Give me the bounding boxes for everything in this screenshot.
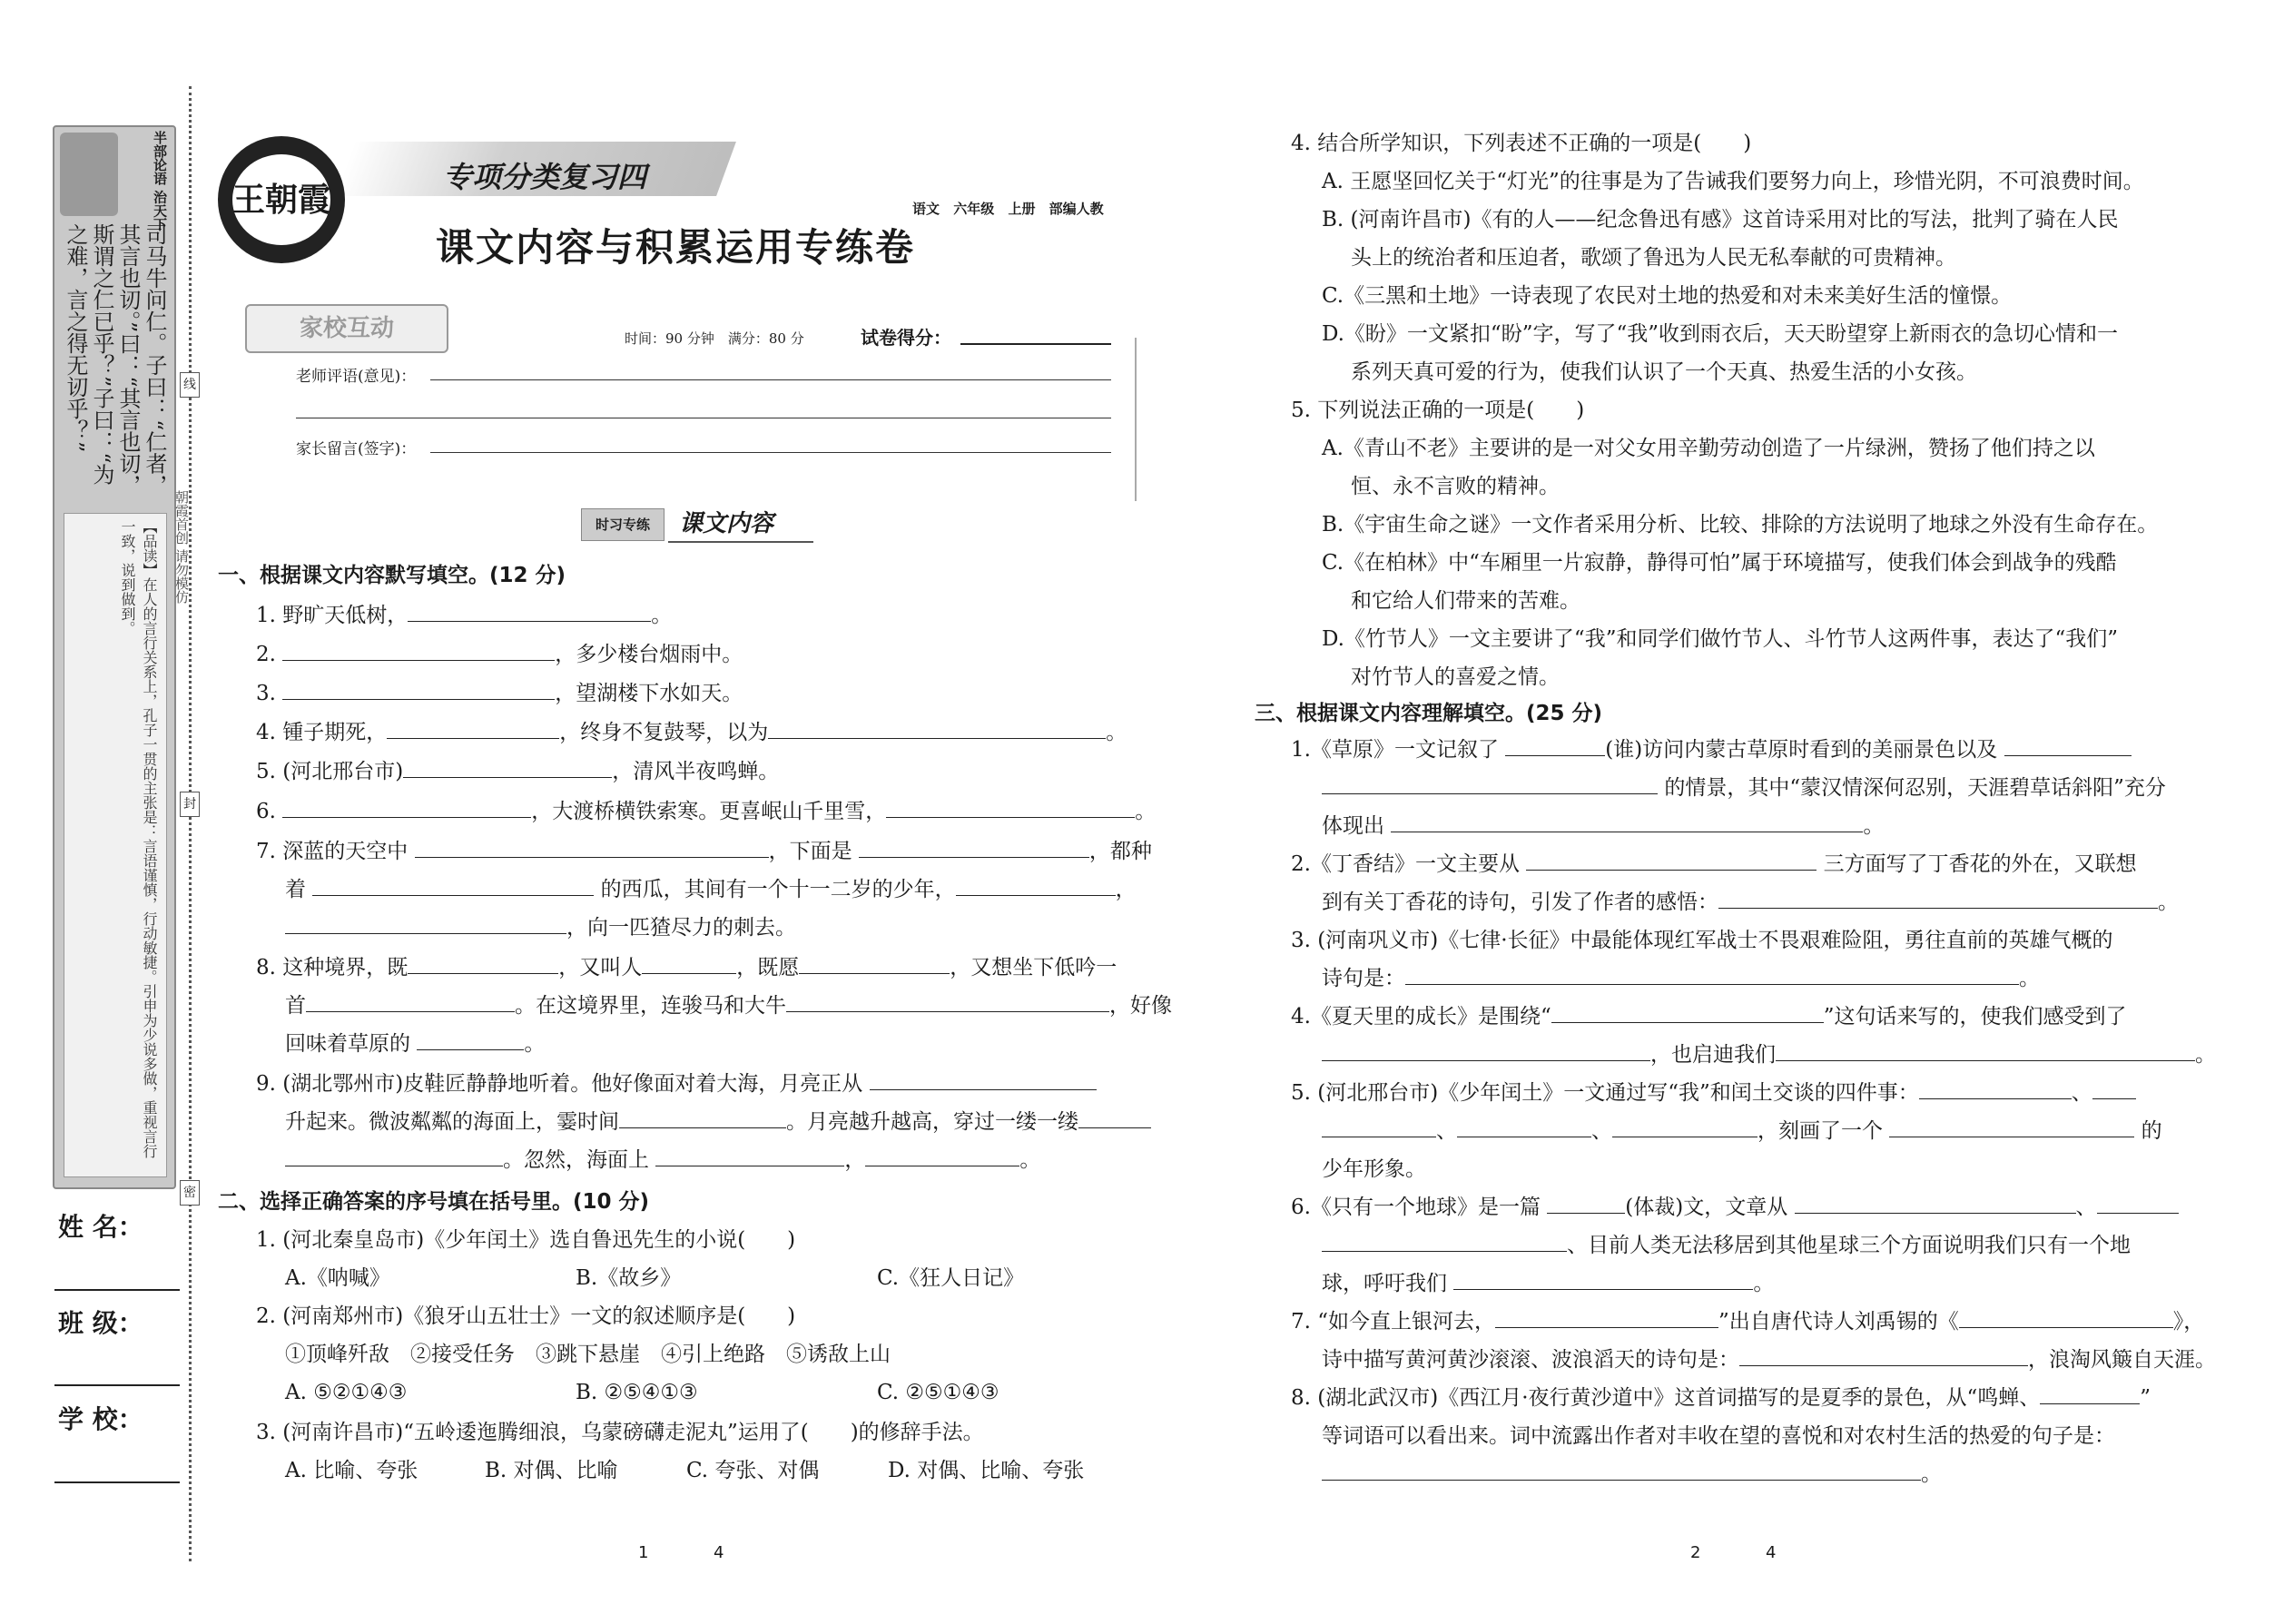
- option-2-4-a[interactable]: A. 王愿坚回忆关于“灯光”的往事是为了告诫我们要努力向上，珍惜光阴，不可浪费时间。: [1322, 170, 2144, 193]
- answer-blank[interactable]: [285, 915, 566, 934]
- question-3-8-cont: 等词语可以看出来。词中流露出作者对丰收在望的喜悦和对农村生活的热爱的句子是：: [1322, 1424, 2115, 1448]
- answer-blank[interactable]: [1547, 1195, 1625, 1214]
- question-1-3: 3. ，望湖楼下水如天。: [256, 682, 743, 705]
- answer-blank[interactable]: [282, 642, 555, 661]
- answer-blank[interactable]: [1405, 966, 2019, 985]
- answer-blank[interactable]: [1391, 813, 1863, 832]
- answer-blank[interactable]: [285, 1147, 503, 1166]
- option-2-1-a[interactable]: A.《呐喊》: [285, 1266, 390, 1290]
- school-field[interactable]: [54, 1481, 180, 1483]
- section-title: 课文内容: [679, 510, 774, 537]
- answer-blank[interactable]: [1322, 1042, 1650, 1061]
- answer-blank[interactable]: [956, 877, 1116, 896]
- pindu-text: 【品读】在人的言行关系上，孔子一贯的主张是：言语谨慎，行动敏捷。引申为少说多做，重视言行一致，说到做到。: [119, 519, 158, 1158]
- question-3-8-end: 。: [1322, 1462, 1942, 1487]
- answer-blank[interactable]: [619, 1109, 786, 1128]
- question-3-2-cont: 到有关丁香花的诗句，引发了作者的感悟： 。: [1322, 891, 2179, 914]
- option-2-3-d[interactable]: D. 对偶、比喻、夸张: [888, 1459, 1085, 1482]
- answer-blank[interactable]: [2004, 737, 2132, 756]
- option-2-3-c[interactable]: C. 夸张、对偶: [686, 1459, 820, 1482]
- section-3-heading: 三、根据课文内容理解填空。(25 分): [1255, 702, 1603, 725]
- score-label: 试卷得分：: [861, 327, 951, 349]
- answer-blank[interactable]: [886, 799, 1135, 818]
- question-1-6: 6. ，大渡桥横铁索寒。更喜岷山千里雪， 。: [256, 800, 1157, 823]
- answer-blank[interactable]: [1322, 775, 1658, 794]
- class-label: 班 级：: [58, 1308, 143, 1338]
- option-2-4-c[interactable]: C.《三黑和土地》一诗表现了农民对土地的热爱和对未来美好生活的憧憬。: [1322, 284, 2013, 308]
- question-1-9-end: 。忽然，海面上 ， 。: [285, 1147, 1040, 1173]
- option-2-4-b-cont: 头上的统治者和压迫者，歌颂了鲁迅为人民无私奉献的可贵精神。: [1351, 246, 1956, 270]
- option-2-4-d-cont: 系列天真可爱的行为，使我们认识了一个天真、热爱生活的小女孩。: [1351, 360, 1977, 384]
- question-3-1: 1.《草原》一文记叙了 (谁)访问内蒙古草原时看到的美丽景色以及: [1291, 737, 2132, 763]
- option-2-5-b[interactable]: B.《宇宙生命之谜》一文作者采用分析、比较、排除的方法说明了地球之外没有生命存在。: [1322, 513, 2159, 536]
- option-2-4-b[interactable]: B. (河南许昌市)《有的人——纪念鲁迅有感》这首诗采用对比的写法，批判了骑在人民: [1322, 208, 2119, 231]
- answer-blank[interactable]: [415, 839, 769, 858]
- answer-blank[interactable]: [1078, 1109, 1151, 1128]
- question-2-3: 3. (河南许昌市)“五岭逶迤腾细浪，乌蒙磅礴走泥丸”运用了( )的修辞手法。: [256, 1421, 984, 1444]
- answer-blank[interactable]: [2040, 1385, 2140, 1404]
- answer-blank[interactable]: [1919, 1080, 2072, 1099]
- answer-blank[interactable]: [870, 1071, 1097, 1090]
- answer-blank[interactable]: [1889, 1118, 2134, 1137]
- answer-blank[interactable]: [655, 1147, 844, 1166]
- question-1-9: 9. (湖北鄂州市)皮鞋匠静静地听着。他好像面对着大海，月亮正从: [256, 1071, 1097, 1097]
- question-1-1: 1. 野旷天低树， 。: [256, 604, 673, 627]
- option-2-4-d[interactable]: D.《盼》一文紧扣“盼”字，写了“我”收到雨衣后，天天盼望穿上新雨衣的急切心情和一: [1322, 322, 2118, 346]
- analects-quote: 司马牛问仁。子曰：“仁者，其言也讱。”曰：“其言也讱，斯谓之仁已乎？”子曰：“为之难，言之得无讱乎？”: [63, 223, 167, 497]
- name-label: 姓 名：: [58, 1212, 143, 1242]
- answer-blank[interactable]: [1495, 1309, 1718, 1328]
- question-1-8-cont: 首 。在这境界里，连骏马和大牛 ，好像: [285, 994, 1172, 1018]
- question-3-4: 4.《夏天里的成长》是围绕“ ”这句话来写的，使我们感受到了: [1291, 1005, 2127, 1029]
- question-1-7-end: ，向一匹猹尽力的刺去。: [285, 915, 796, 940]
- option-2-5-d[interactable]: D.《竹节人》一文主要讲了“我”和同学们做竹节人、斗竹节人这两件事，表达了“我们”: [1322, 627, 2118, 651]
- grade-tag: 语文 六年级 上册 部编人教: [912, 201, 1104, 217]
- question-3-6-cont: 、目前人类无法移居到其他星球三个方面说明我们只有一个地: [1322, 1233, 2131, 1258]
- question-3-5-cont: 、 、 ，刻画了一个 的: [1322, 1118, 2162, 1144]
- cut-mark-feng: 封: [180, 792, 200, 817]
- question-3-6-end: 球，呼吁我们 。: [1322, 1272, 1775, 1295]
- answer-blank[interactable]: [768, 720, 1106, 739]
- option-2-5-c-cont: 和它给人们带来的苦难。: [1351, 589, 1580, 613]
- question-2-2-list: ①顶峰歼敌 ②接受任务 ③跳下悬崖 ④引上绝路 ⑤诱敌上山: [285, 1343, 891, 1366]
- answer-blank[interactable]: [1795, 1195, 2076, 1214]
- option-2-1-c[interactable]: C.《狂人日记》: [877, 1266, 1025, 1290]
- question-3-3-cont: 诗句是： 。: [1322, 967, 2040, 990]
- answer-blank[interactable]: [1776, 1042, 2195, 1061]
- series-title: 半部论语 治天下: [152, 131, 168, 231]
- option-2-3-b[interactable]: B. 对偶、比喻: [485, 1459, 618, 1482]
- page-number: 1: [638, 1543, 649, 1562]
- parent-comment-field[interactable]: [430, 452, 1111, 453]
- question-3-1-cont: 的情景，其中“蒙汉情深何忍别，天涯碧草话斜阳”充分: [1322, 775, 2166, 801]
- answer-blank[interactable]: [1959, 1309, 2173, 1328]
- answer-blank[interactable]: [1322, 1233, 1567, 1252]
- jiaxiao-badge: 家校互动: [245, 304, 448, 353]
- teacher-comment-label: 老师评语(意见)：: [296, 368, 417, 386]
- question-3-7-cont: 诗中描写黄河黄沙滚滚、波浪滔天的诗句是： ，浪淘风簸自天涯。: [1322, 1348, 2216, 1372]
- question-3-3: 3. (河南巩义市)《七律·长征》中最能体现红军战士不畏艰难险阻，勇往直前的英雄气概的: [1291, 929, 2113, 952]
- question-2-2: 2. (河南郑州市)《狼牙山五壮士》一文的叙述顺序是( ): [256, 1304, 796, 1328]
- answer-blank[interactable]: [1526, 851, 1816, 871]
- question-3-8: 8. (湖北武汉市)《西江月·夜行黄沙道中》这首词描写的是夏季的景色，从“鸣蝉、 ”: [1291, 1386, 2151, 1410]
- time-info: 时间：90 分钟 满分：80 分: [625, 330, 804, 347]
- answer-blank[interactable]: [306, 993, 515, 1012]
- option-2-3-a[interactable]: A. 比喻、夸张: [285, 1459, 418, 1482]
- answer-blank[interactable]: [1322, 1462, 1921, 1481]
- cut-line: [189, 86, 192, 1561]
- brand-logo-text: 王朝霞: [232, 154, 330, 245]
- question-1-8-end: 回味着草原的 。: [285, 1032, 546, 1056]
- parent-comment-label: 家长留言(签字)：: [296, 440, 417, 458]
- answer-blank[interactable]: [786, 993, 1109, 1012]
- answer-blank[interactable]: [642, 955, 736, 974]
- answer-blank[interactable]: [312, 877, 594, 896]
- section-1-heading: 一、根据课文内容默写填空。(12 分): [218, 564, 566, 587]
- option-2-2-a[interactable]: A. ⑤②①④③: [285, 1381, 408, 1404]
- section-2-heading: 二、选择正确答案的序号填在括号里。(10 分): [218, 1190, 650, 1214]
- question-1-2: 2. ，多少楼台烟雨中。: [256, 643, 743, 666]
- question-3-5: 5. (河北邢台市)《少年闰土》一文通过写“我”和闰土交谈的四件事： 、: [1291, 1080, 2136, 1106]
- question-3-1-end: 体现出 。: [1322, 814, 1885, 838]
- question-1-4: 4. 锺子期死， ，终身不复鼓琴，以为 。: [256, 721, 1127, 744]
- score-field[interactable]: [960, 343, 1111, 345]
- header-divider: [1135, 338, 1137, 501]
- answer-blank[interactable]: [2097, 1195, 2179, 1214]
- question-1-7: 7. 深蓝的天空中 ，下面是 ，都种: [256, 840, 1152, 863]
- answer-blank[interactable]: [1322, 1118, 1436, 1137]
- question-3-7: 7. “如今直上银河去， ”出自唐代诗人刘禹锡的《 》，: [1291, 1310, 2205, 1334]
- option-2-2-b[interactable]: B. ②⑤④①③: [576, 1381, 698, 1404]
- question-2-5: 5. 下列说法正确的一项是( ): [1291, 399, 1585, 422]
- question-1-8: 8. 这种境界，既 ，又叫人 ，既愿 ，又想坐下低吟一: [256, 956, 1117, 979]
- answer-blank[interactable]: [387, 720, 559, 739]
- answer-blank[interactable]: [2092, 1080, 2136, 1099]
- question-3-6: 6.《只有一个地球》是一篇 (体裁)文，文章从 、: [1291, 1195, 2179, 1220]
- subtitle: 专项分类复习四: [443, 160, 647, 194]
- answer-blank[interactable]: [1453, 1271, 1753, 1290]
- answer-blank[interactable]: [282, 681, 555, 700]
- answer-blank[interactable]: [408, 603, 651, 622]
- option-2-2-c[interactable]: C. ②⑤①④③: [877, 1381, 999, 1404]
- question-3-5-end: 少年形象。: [1322, 1157, 1426, 1181]
- option-2-5-a-cont: 恒、永不言败的精神。: [1351, 475, 1560, 498]
- option-2-5-d-cont: 对竹节人的喜爱之情。: [1351, 665, 1560, 689]
- question-1-7-cont: 着 的西瓜，其间有一个十一二岁的少年， ，: [285, 878, 1137, 901]
- page-title: 课文内容与积累运用专练卷: [436, 225, 916, 270]
- cut-mark-xian: 线: [180, 372, 200, 398]
- confucius-illustration: [60, 133, 118, 216]
- section-underline: [668, 541, 813, 543]
- answer-blank[interactable]: [1457, 1118, 1591, 1137]
- question-1-9-cont: 升起来。微波粼粼的海面上，霎时间 。月亮越升越高，穿过一缕一缕: [285, 1109, 1151, 1135]
- answer-blank[interactable]: [1739, 1347, 2028, 1366]
- name-field[interactable]: [54, 1289, 180, 1291]
- answer-blank[interactable]: [799, 955, 950, 974]
- teacher-comment-field[interactable]: [430, 379, 1111, 380]
- question-3-4-cont: ，也启迪我们 。: [1322, 1042, 2216, 1068]
- section-badge: 时习专练: [581, 508, 665, 541]
- page-number-right: 2: [1690, 1543, 1701, 1562]
- question-2-4: 4. 结合所学知识，下列表述不正确的一项是( ): [1291, 132, 1752, 155]
- class-field[interactable]: [54, 1384, 180, 1386]
- question-1-5: 5. (河北邢台市) ，清风半夜鸣蝉。: [256, 760, 780, 783]
- option-2-5-c[interactable]: C.《在柏林》中“车厢里一片寂静，静得可怕”属于环境描写，使我们体会到战争的残酷: [1322, 551, 2117, 575]
- question-3-2: 2.《丁香结》一文主要从 三方面写了丁香花的外在，又联想: [1291, 852, 2137, 876]
- question-2-1: 1. (河北秦皇岛市)《少年闰土》选自鲁迅先生的小说( ): [256, 1228, 796, 1252]
- answer-blank[interactable]: [1505, 737, 1605, 756]
- answer-blank[interactable]: [1718, 890, 2158, 909]
- copyright-note: 朝霞首创 请勿模仿: [173, 490, 190, 604]
- page-total: 4: [714, 1543, 724, 1562]
- option-2-1-b[interactable]: B.《故乡》: [576, 1266, 682, 1290]
- answer-blank[interactable]: [282, 799, 531, 818]
- school-label: 学 校：: [58, 1404, 143, 1434]
- answer-blank[interactable]: [865, 1147, 1019, 1166]
- cut-mark-mi: 密: [180, 1180, 200, 1206]
- answer-blank[interactable]: [1551, 1004, 1824, 1023]
- answer-blank[interactable]: [859, 839, 1089, 858]
- page-total-right: 4: [1766, 1543, 1777, 1562]
- option-2-5-a[interactable]: A.《青山不老》主要讲的是一对父女用辛勤劳动创造了一片绿洲，赞扬了他们持之以: [1322, 437, 2095, 460]
- answer-blank[interactable]: [403, 759, 612, 778]
- answer-blank[interactable]: [408, 955, 558, 974]
- answer-blank[interactable]: [1612, 1118, 1757, 1137]
- answer-blank[interactable]: [417, 1031, 524, 1050]
